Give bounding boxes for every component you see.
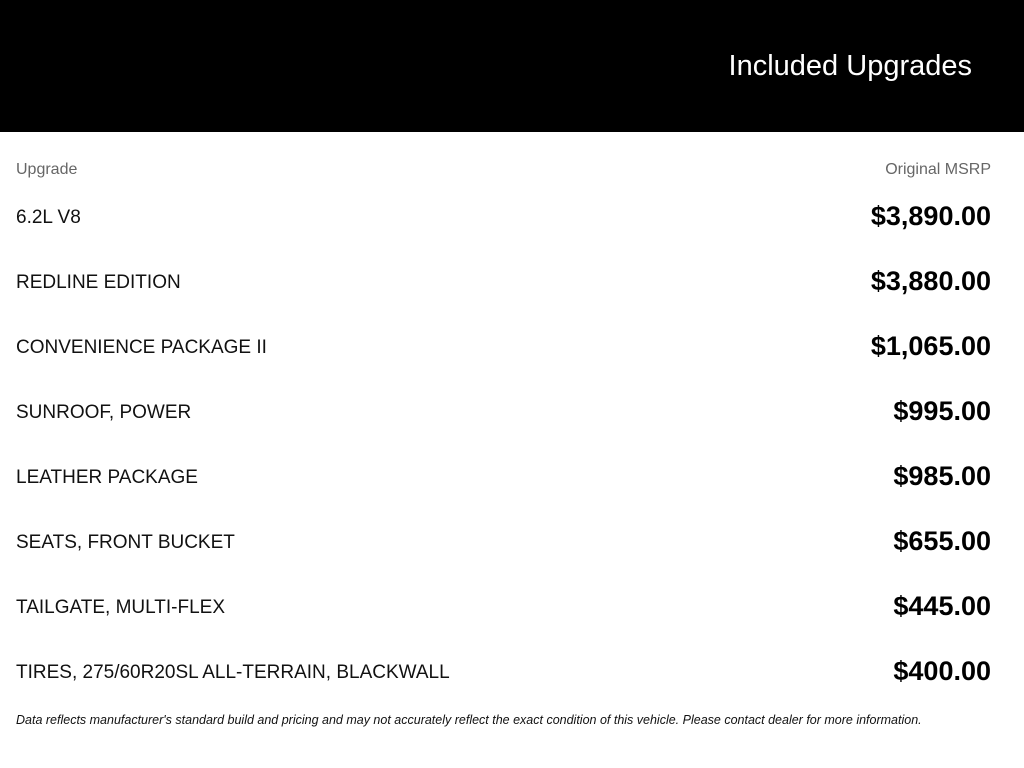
upgrade-name: 6.2L V8 — [16, 207, 81, 228]
upgrade-name: TAILGATE, MULTI-FLEX — [16, 597, 226, 618]
upgrade-name: TIRES, 275/60R20SL ALL-TERRAIN, BLACKWALL — [16, 662, 450, 683]
upgrade-row — [16, 255, 991, 320]
upgrade-name: REDLINE EDITION — [16, 272, 181, 293]
upgrade-name: SUNROOF, POWER — [16, 402, 192, 423]
column-header-upgrade: Upgrade — [16, 161, 78, 178]
upgrade-price: $1,065.00 — [870, 331, 991, 361]
upgrade-price: $985.00 — [893, 461, 991, 491]
upgrade-row — [16, 320, 991, 385]
upgrade-row — [16, 645, 991, 710]
upgrades-list — [16, 190, 991, 710]
upgrade-price: $3,890.00 — [870, 201, 991, 231]
disclaimer-text: Data reflects manufacturer's standard build and pricing and may not accurately reflect the exact condition of this vehicle. Please contact dealer for more information. — [16, 713, 922, 727]
page-header — [0, 0, 1024, 132]
upgrade-row — [16, 190, 991, 255]
page-title: Included Upgrades — [728, 50, 972, 82]
upgrade-name: SEATS, FRONT BUCKET — [16, 532, 235, 553]
upgrade-price: $3,880.00 — [870, 266, 991, 296]
upgrade-price: $445.00 — [893, 591, 991, 621]
upgrade-name: LEATHER PACKAGE — [16, 467, 198, 488]
upgrade-price: $400.00 — [893, 656, 991, 686]
upgrade-row — [16, 580, 991, 645]
upgrade-price: $995.00 — [893, 396, 991, 426]
upgrade-row — [16, 385, 991, 450]
upgrade-name: CONVENIENCE PACKAGE II — [16, 337, 267, 358]
upgrade-row — [16, 450, 991, 515]
upgrade-price: $655.00 — [893, 526, 991, 556]
column-header-msrp: Original MSRP — [885, 161, 991, 178]
upgrade-row — [16, 515, 991, 580]
